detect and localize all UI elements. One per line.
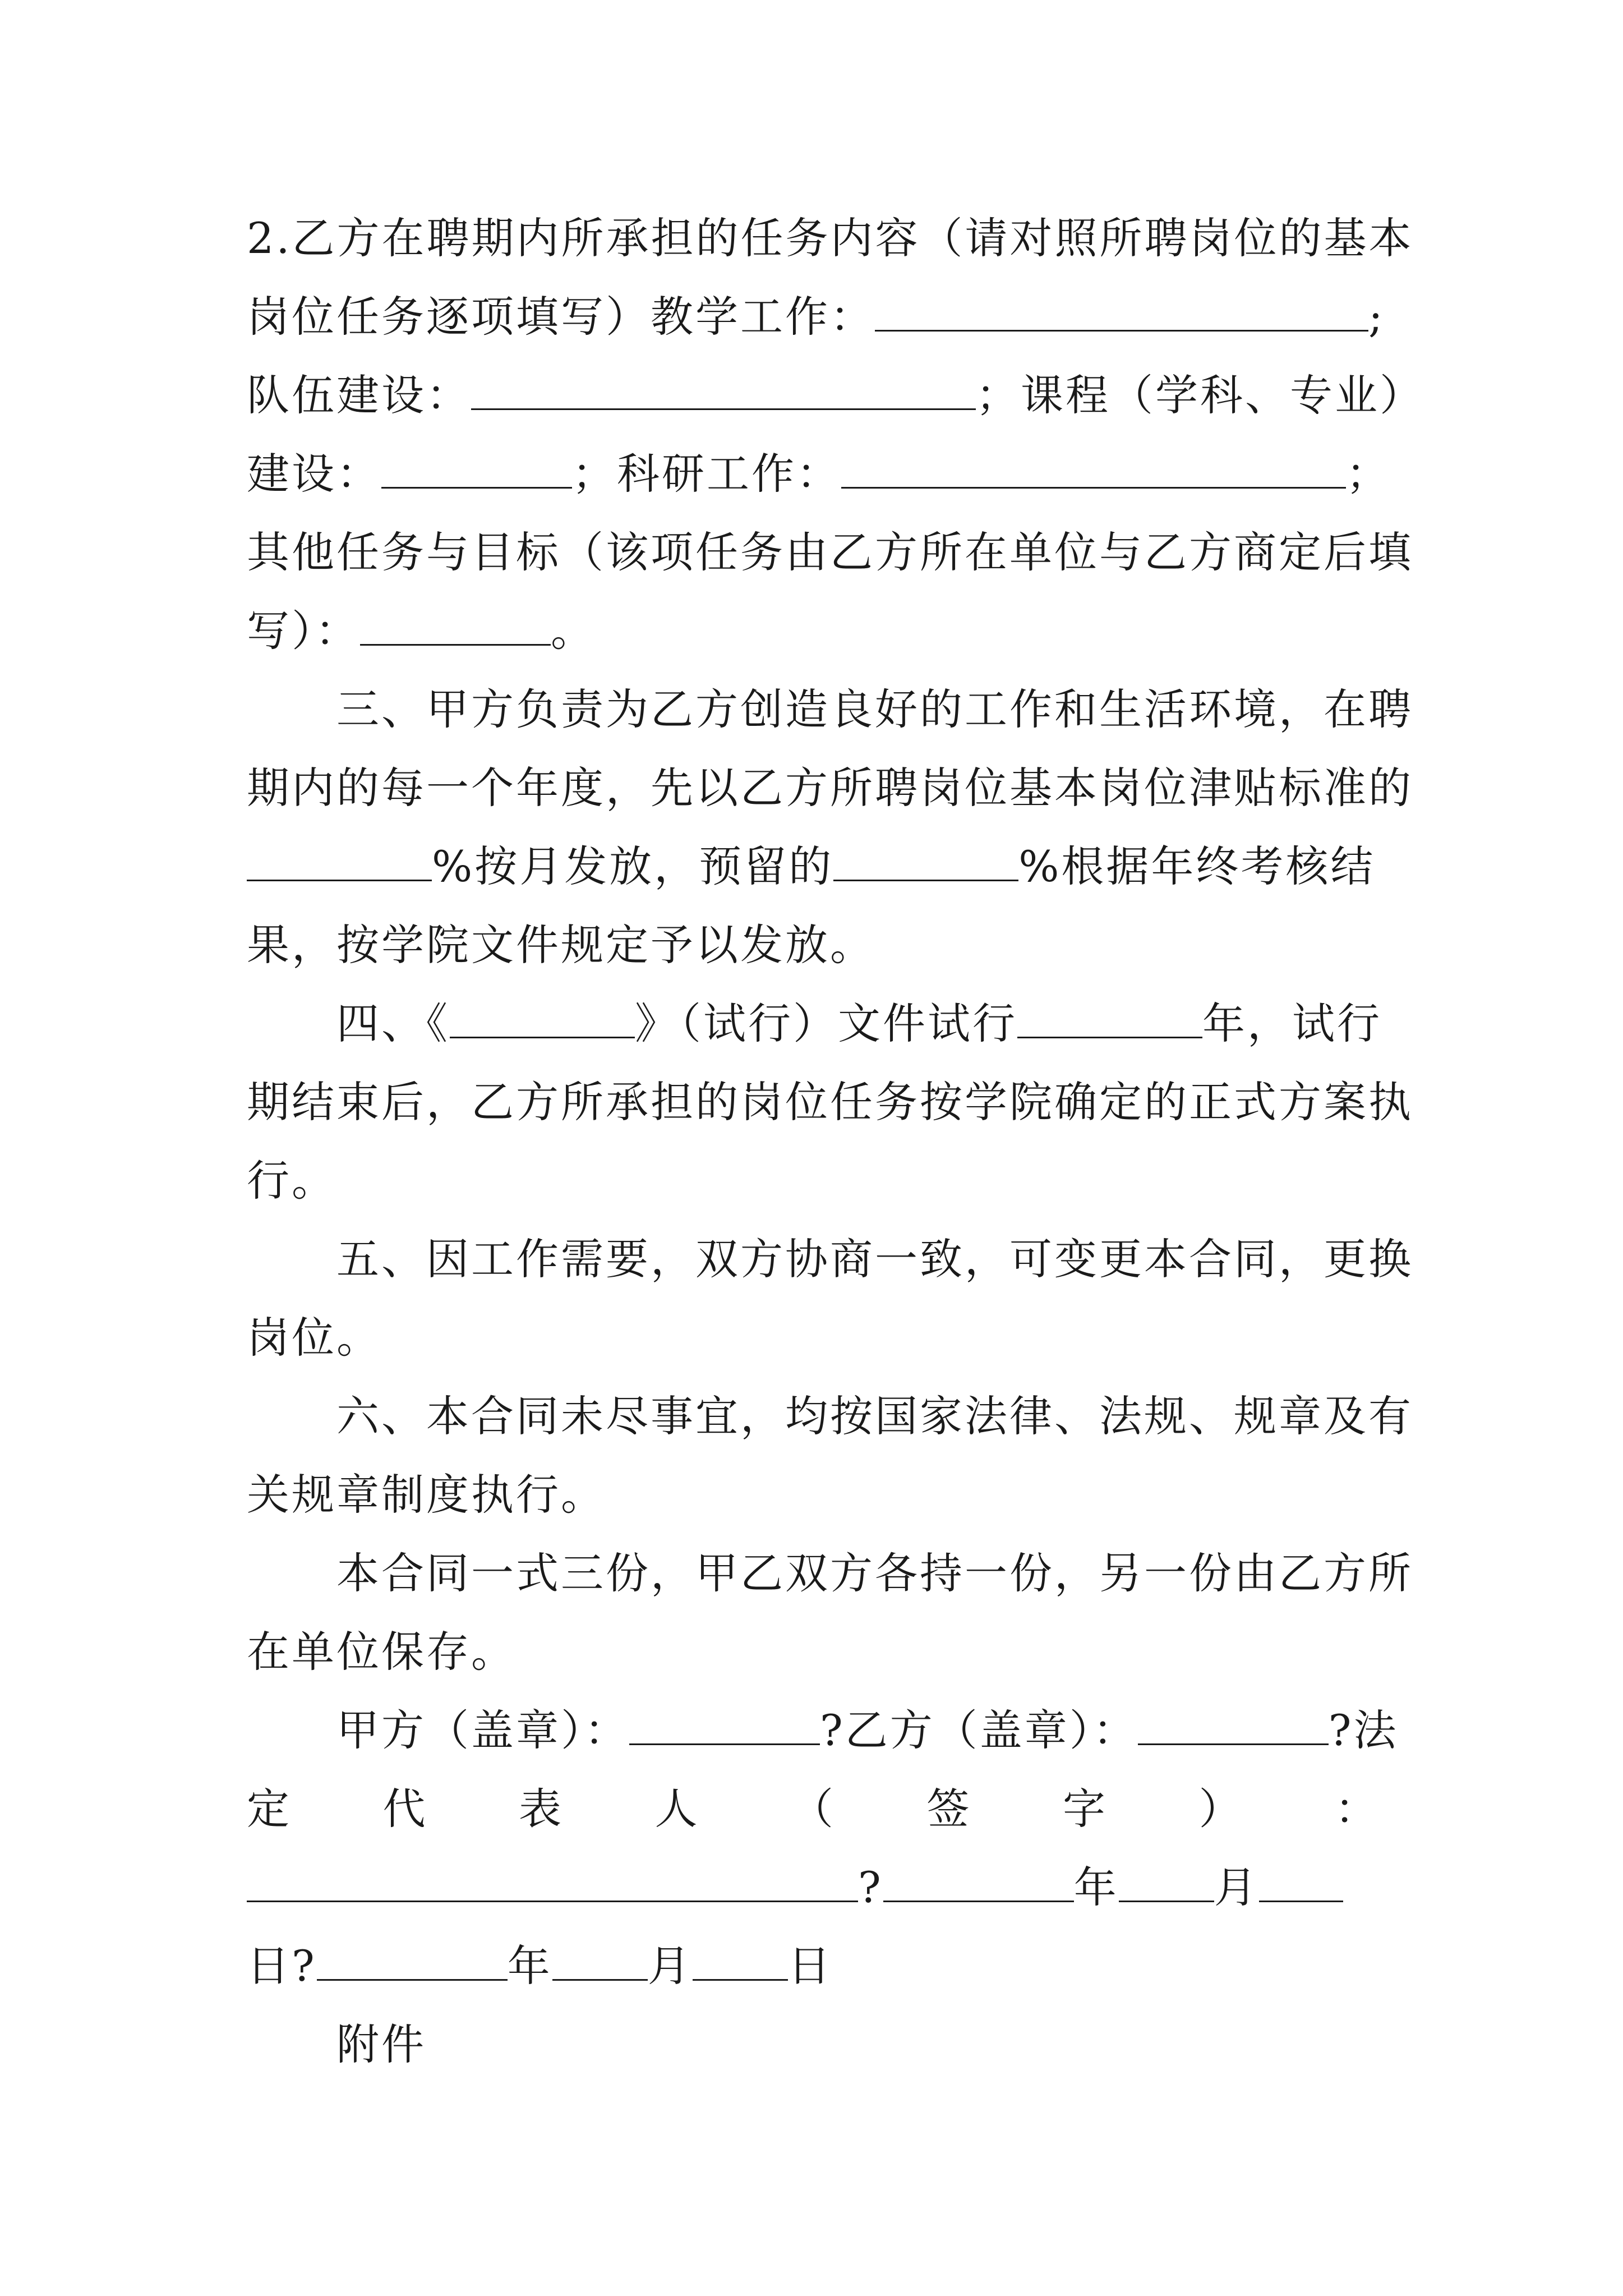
fill-blank[interactable] bbox=[1119, 1861, 1214, 1902]
attachment-label: 附件 bbox=[336, 2019, 426, 2069]
paragraph-line: 岗位。 bbox=[247, 1313, 381, 1363]
paragraph-line: 果，按学院文件规定予以发放。 bbox=[247, 920, 875, 970]
paragraph-line: 三、甲方负责为乙方创造良好的工作和生活环境，在聘 bbox=[336, 684, 1413, 734]
fill-blank[interactable] bbox=[833, 840, 1018, 881]
paragraph-line: 期结束后，乙方所承担的岗位任务按学院确定的正式方案执 bbox=[247, 1077, 1413, 1127]
fill-blank[interactable] bbox=[381, 448, 572, 489]
paragraph-line: 在单位保存。 bbox=[247, 1627, 516, 1677]
fill-blank[interactable] bbox=[1259, 1861, 1343, 1902]
signature-line: ? 年 月 bbox=[247, 1848, 1380, 1927]
paragraph-line: 四、《 》（试行）文件试行 年，试行 bbox=[336, 999, 1382, 1048]
paragraph-line: 六、本合同未尽事宜，均按国家法律、法规、规章及有 bbox=[336, 1391, 1413, 1441]
signature-line: 甲方（盖章）： ?乙方（盖章）： ?法 bbox=[336, 1705, 1399, 1755]
fill-blank[interactable] bbox=[875, 291, 1368, 332]
fill-blank[interactable] bbox=[841, 448, 1346, 489]
paragraph-line: 五、因工作需要，双方协商一致，可变更本合同，更换 bbox=[336, 1234, 1413, 1284]
paragraph-line: 2.乙方在聘期内所承担的任务内容（请对照所聘岗位的基本 bbox=[247, 213, 1414, 263]
paragraph-line: 行。 bbox=[247, 1156, 336, 1205]
signature-line: 日? 年 月 日 bbox=[247, 1941, 833, 1991]
fill-blank[interactable] bbox=[360, 605, 551, 646]
fill-blank[interactable] bbox=[471, 369, 976, 410]
fill-blank[interactable] bbox=[317, 1940, 508, 1981]
signature-line: 定 代 表 人 （ 签 字 ） ： bbox=[247, 1784, 1380, 1834]
paragraph-line: 岗位任务逐项填写）教学工作： ; bbox=[247, 292, 1385, 342]
fill-blank[interactable] bbox=[883, 1861, 1074, 1902]
fill-blank[interactable] bbox=[450, 997, 635, 1038]
fill-blank[interactable] bbox=[247, 840, 432, 881]
fill-blank[interactable] bbox=[1017, 997, 1202, 1038]
fill-blank[interactable] bbox=[552, 1940, 648, 1981]
fill-blank[interactable] bbox=[693, 1940, 788, 1981]
paragraph-line: 期内的每一个年度，先以乙方所聘岗位基本岗位津贴标准的 bbox=[247, 763, 1413, 813]
fill-blank[interactable] bbox=[629, 1704, 820, 1745]
paragraph-line: 写）： 。 bbox=[247, 606, 596, 656]
paragraph-line: 其他任务与目标（该项任务由乙方所在单位与乙方商定后填 bbox=[247, 527, 1413, 577]
paragraph-line: 关规章制度执行。 bbox=[247, 1470, 606, 1520]
paragraph-line: 建设： ；科研工作： ； bbox=[247, 449, 1391, 499]
paragraph-line: 队伍建设： ；课程（学科、专业） bbox=[247, 370, 1424, 420]
paragraph-line: %按月发放，预留的 %根据年终考核结 bbox=[247, 827, 1380, 906]
paragraph-line: 本合同一式三份，甲乙双方各持一份，另一份由乙方所 bbox=[336, 1548, 1413, 1598]
fill-blank[interactable] bbox=[1138, 1704, 1329, 1745]
fill-blank[interactable] bbox=[247, 1861, 858, 1902]
